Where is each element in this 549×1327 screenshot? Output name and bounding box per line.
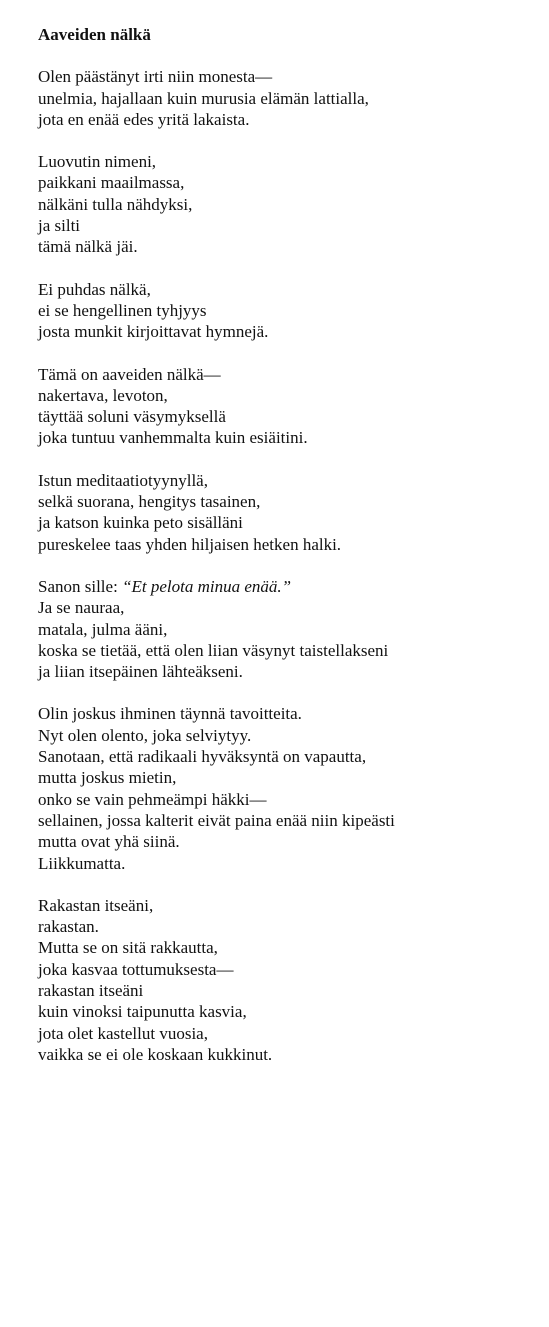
stanza-3 bbox=[38, 279, 543, 343]
poem-line: Sanotaan, että radikaali hyväksyntä on vapautta, bbox=[38, 747, 367, 767]
poem-line: matala, julma ääni, bbox=[38, 619, 168, 639]
poem-line: rakastan itseäni bbox=[38, 980, 144, 1000]
poem-line: jota olet kastellut vuosia, bbox=[38, 1023, 208, 1043]
stanza-6 bbox=[38, 576, 543, 682]
poem-line: ja liian itsepäinen lähteäkseni. bbox=[38, 662, 243, 682]
poem-line: Istun meditaatiotyynyllä, bbox=[38, 470, 208, 490]
poem-line: mutta joskus mietin, bbox=[38, 768, 177, 788]
poem-line: Mutta se on sitä rakkautta, bbox=[38, 938, 218, 958]
poem-line: koska se tietää, että olen liian väsynyt taistellakseni bbox=[38, 640, 389, 660]
poem-line: paikkani maailmassa, bbox=[38, 173, 185, 193]
poem-line: tämä nälkä jäi. bbox=[38, 237, 138, 257]
poem-line: Rakastan itseäni, bbox=[38, 895, 154, 915]
poem-line: mutta ovat yhä siinä. bbox=[38, 832, 180, 852]
poem-line: Tämä on aaveiden nälkä— bbox=[38, 364, 221, 384]
poem-line: nälkäni tulla nähdyksi, bbox=[38, 194, 193, 214]
poem-line: Ja se nauraa, bbox=[38, 598, 125, 618]
poem-line: josta munkit kirjoittavat hymnejä. bbox=[38, 322, 269, 342]
stanza-5 bbox=[38, 470, 543, 555]
poem-line: onko se vain pehmeämpi häkki— bbox=[38, 789, 267, 809]
poem-line: nakertava, levoton, bbox=[38, 385, 168, 405]
poem-line: joka tuntuu vanhemmalta kuin esiäitini. bbox=[38, 428, 308, 448]
stanza-2 bbox=[38, 151, 543, 257]
poem-title: Aaveiden nälkä bbox=[38, 25, 151, 44]
poem-line: sellainen, jossa kalterit eivät paina enää niin kipeästi bbox=[38, 810, 395, 830]
poem-line: Olen päästänyt irti niin monesta— bbox=[38, 67, 273, 87]
poem-line: rakastan. bbox=[38, 917, 99, 937]
stanza-7 bbox=[38, 703, 543, 873]
poem-line: Ei puhdas nälkä, bbox=[38, 279, 151, 299]
poem-line: jota en enää edes yritä lakaista. bbox=[38, 109, 250, 129]
stanza-4 bbox=[38, 364, 543, 449]
poem-line: kuin vinoksi taipunutta kasvia, bbox=[38, 1002, 247, 1022]
poem-line: vaikka se ei ole koskaan kukkinut. bbox=[38, 1044, 273, 1064]
poem-line: täyttää soluni väsymyksellä bbox=[38, 407, 226, 427]
poem-line: unelmia, hajallaan kuin murusia elämän lattialla, bbox=[38, 88, 369, 108]
poem-line: selkä suorana, hengitys tasainen, bbox=[38, 492, 261, 512]
poem-line: ja katson kuinka peto sisälläni bbox=[38, 513, 243, 533]
poem-line: Liikkumatta. bbox=[38, 853, 126, 873]
stanza-8 bbox=[38, 895, 543, 1065]
poem-line: Nyt olen olento, joka selviytyy. bbox=[38, 725, 252, 745]
poem-line: ei se hengellinen tyhjyys bbox=[38, 300, 207, 320]
poem-line: pureskelee taas yhden hiljaisen hetken halki. bbox=[38, 534, 342, 554]
stanza-1 bbox=[38, 66, 543, 130]
poem-line-with-quote bbox=[38, 576, 543, 597]
poem-line-lead: Sanon sille: bbox=[38, 576, 123, 596]
poem-page bbox=[38, 24, 543, 1086]
poem-line: ja silti bbox=[38, 216, 81, 236]
poem-line: Luovutin nimeni, bbox=[38, 152, 157, 172]
poem-line: joka kasvaa tottumuksesta— bbox=[38, 959, 234, 979]
italic-quote: “Et pelota minua enää.” bbox=[122, 576, 292, 596]
poem-line: Olin joskus ihminen täynnä tavoitteita. bbox=[38, 704, 302, 724]
